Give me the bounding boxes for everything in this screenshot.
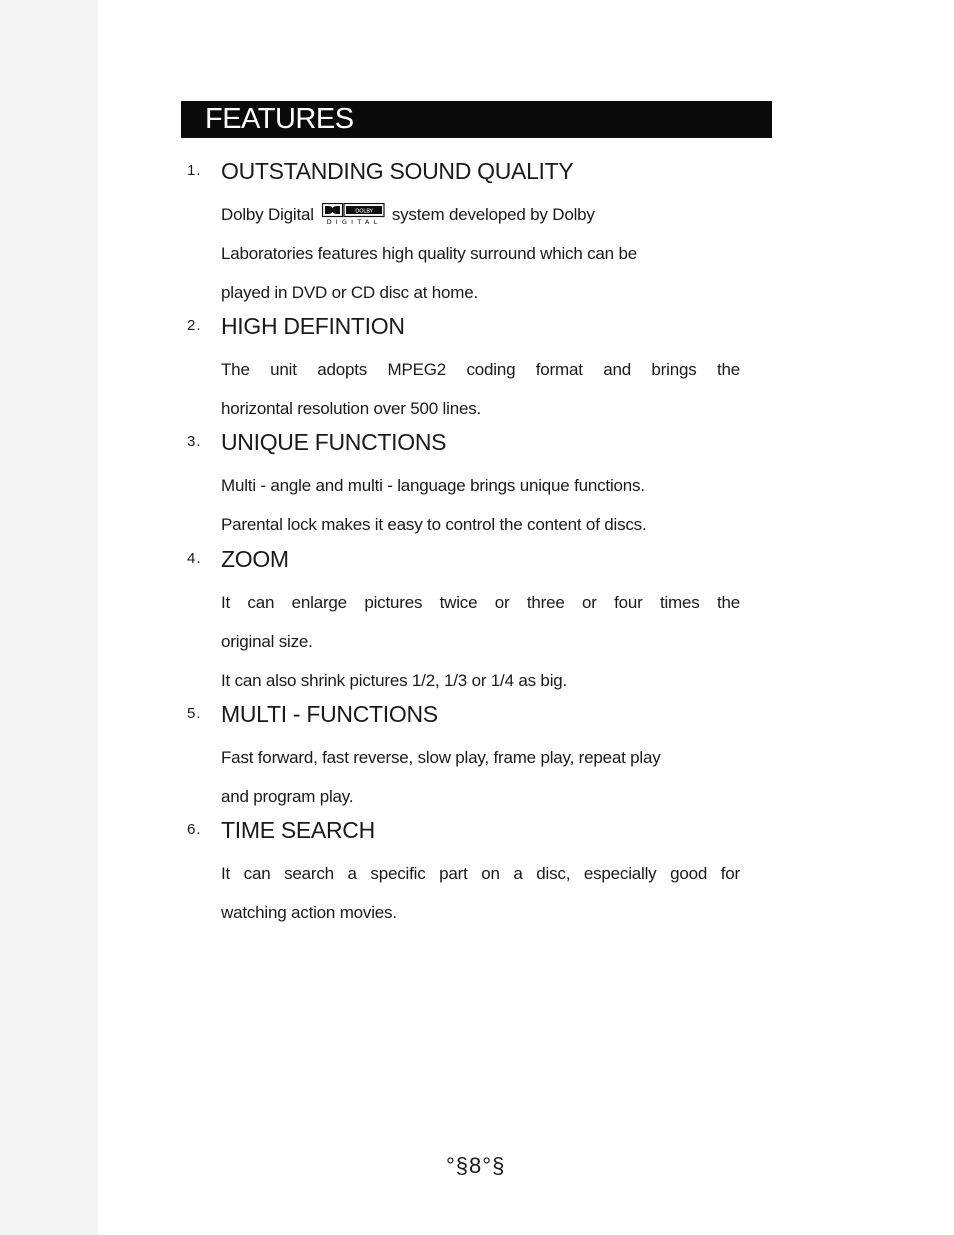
page-number: °§8°§: [446, 1153, 506, 1178]
section-number: 1.: [187, 162, 202, 179]
section-title: ZOOM: [221, 546, 289, 572]
body-line: Fast forward, fast reverse, slow play, frame play, repeat play: [221, 748, 661, 767]
feature-section-unique-functions: [187, 428, 747, 544]
feature-section-multi-functions: [187, 700, 747, 816]
section-title: HIGH DEFINTION: [221, 313, 405, 339]
page-title: FEATURES: [205, 103, 354, 135]
body-line: [221, 195, 747, 234]
section-title: MULTI - FUNCTIONS: [221, 701, 438, 727]
section-title: OUTSTANDING SOUND QUALITY: [221, 158, 574, 184]
body-line: The unit adopts MPEG2 coding format and brings the: [221, 360, 740, 379]
section-heading: [187, 428, 747, 458]
feature-section-sound-quality: [187, 157, 747, 312]
section-body: [221, 350, 747, 428]
section-heading: [187, 312, 747, 342]
body-line: It can search a specific part on a disc, especially good for: [221, 864, 740, 883]
section-title: UNIQUE FUNCTIONS: [221, 429, 447, 455]
feature-section-time-search: [187, 816, 747, 932]
section-body: [221, 583, 747, 700]
feature-section-high-definition: [187, 312, 747, 428]
section-body: [221, 854, 747, 932]
body-line: watching action movies.: [221, 903, 397, 922]
body-line: Laboratories features high quality surround which can be: [221, 244, 637, 263]
section-body: [221, 466, 747, 544]
section-heading: [187, 157, 747, 187]
feature-section-zoom: [187, 545, 747, 700]
body-line: It can also shrink pictures 1/2, 1/3 or 1/4 as big.: [221, 671, 568, 690]
body-line: Parental lock makes it easy to control the content of discs.: [221, 515, 647, 534]
section-number: 3.: [187, 433, 202, 450]
body-text: system developed by Dolby: [391, 205, 595, 224]
features-header-bar: [181, 101, 772, 138]
body-line: Multi - angle and multi - language brings unique functions.: [221, 476, 645, 495]
section-number: 6.: [187, 821, 202, 838]
body-line: played in DVD or CD disc at home.: [221, 283, 479, 302]
body-text: Dolby Digital: [221, 205, 314, 224]
svg-text:DOLBY: DOLBY: [355, 208, 373, 215]
dolby-digital-logo-icon: [322, 200, 386, 225]
svg-text:DIGITAL: DIGITAL: [326, 218, 382, 225]
section-body: [221, 738, 747, 816]
body-line: It can enlarge pictures twice or three or four times the: [221, 593, 740, 612]
section-heading: [187, 816, 747, 846]
body-line: original size.: [221, 632, 313, 651]
body-line: and program play.: [221, 787, 354, 806]
section-number: 5.: [187, 705, 202, 722]
section-number: 2.: [187, 317, 202, 334]
section-body: [221, 195, 747, 312]
body-line: horizontal resolution over 500 lines.: [221, 399, 482, 418]
section-heading: [187, 545, 747, 575]
section-number: 4.: [187, 550, 202, 567]
section-title: TIME SEARCH: [221, 817, 375, 843]
section-heading: [187, 700, 747, 730]
